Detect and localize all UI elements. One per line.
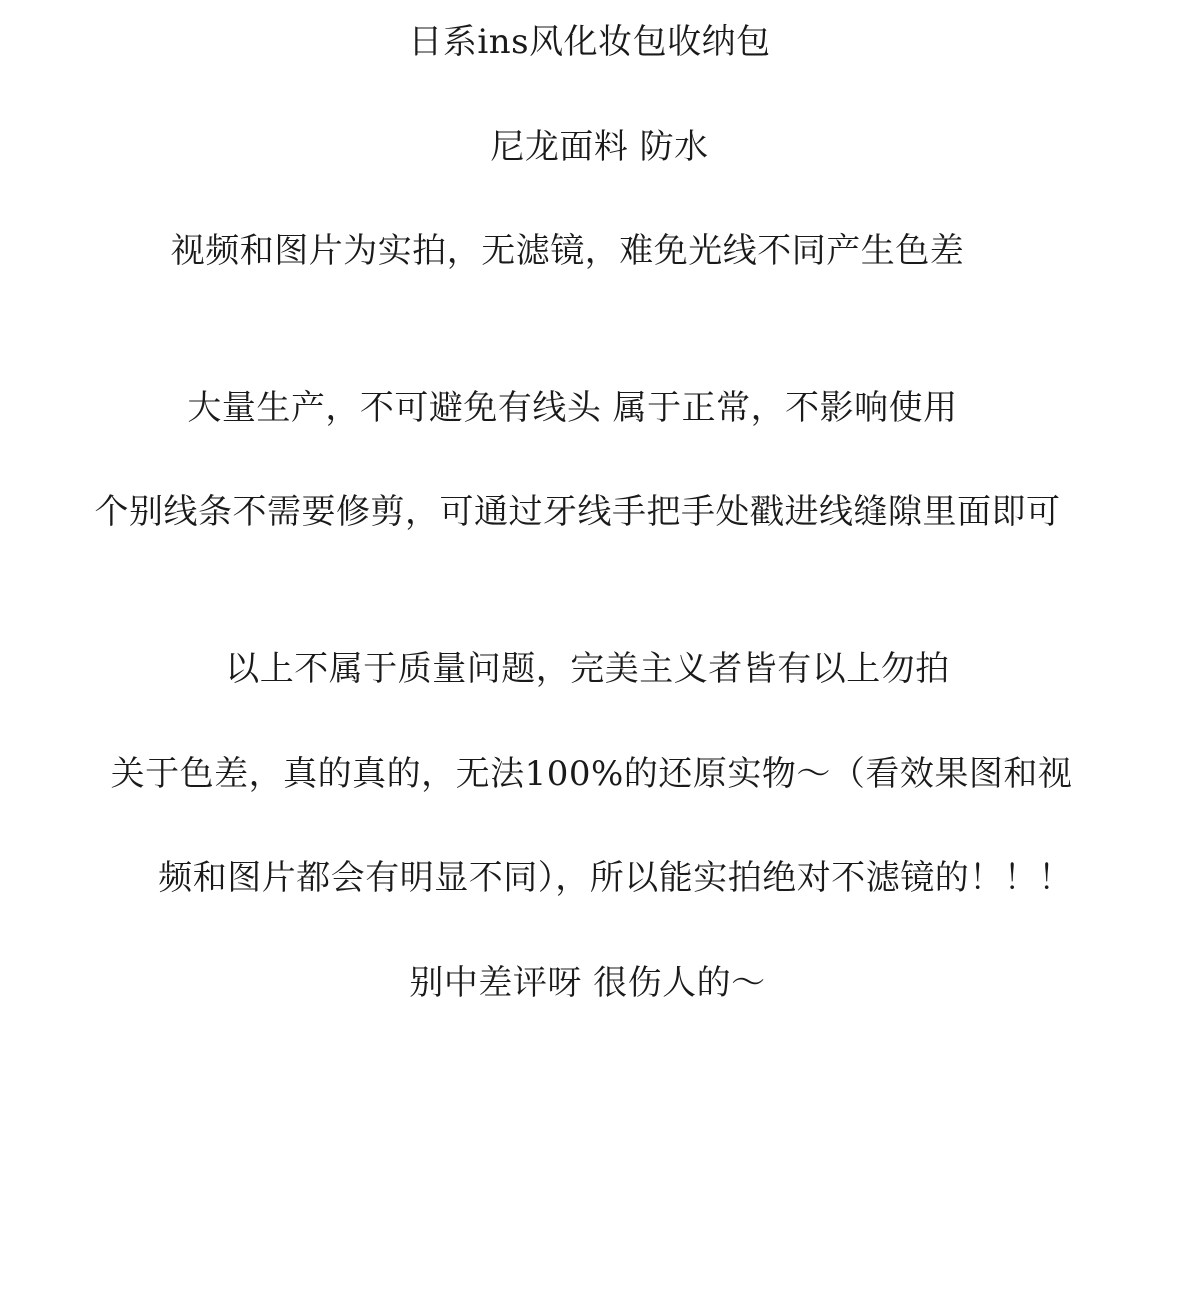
color-note-line-1: 关于色差，真的真的，无法100%的还原实物～（看效果图和视 — [110, 754, 1073, 794]
closing-line: 别中差评呀 很伤人的～ — [409, 963, 766, 1003]
product-title-line: 日系ins风化妆包收纳包 — [408, 22, 771, 62]
color-note-line-2: 频和图片都会有明显不同），所以能实拍绝对不滤镜的！！！ — [158, 858, 1073, 898]
quality-note-line: 以上不属于质量问题，完美主义者皆有以上勿拍 — [225, 649, 950, 689]
thread-tip-line: 个别线条不需要修剪，可通过牙线手把手处戳进线缝隙里面即可 — [94, 492, 1061, 532]
photo-note-line: 视频和图片为实拍，无滤镜，难免光线不同产生色差 — [170, 231, 965, 271]
thread-note-line: 大量生产，不可避免有线头 属于正常，不影响使用 — [187, 388, 958, 428]
material-line: 尼龙面料 防水 — [490, 127, 709, 167]
